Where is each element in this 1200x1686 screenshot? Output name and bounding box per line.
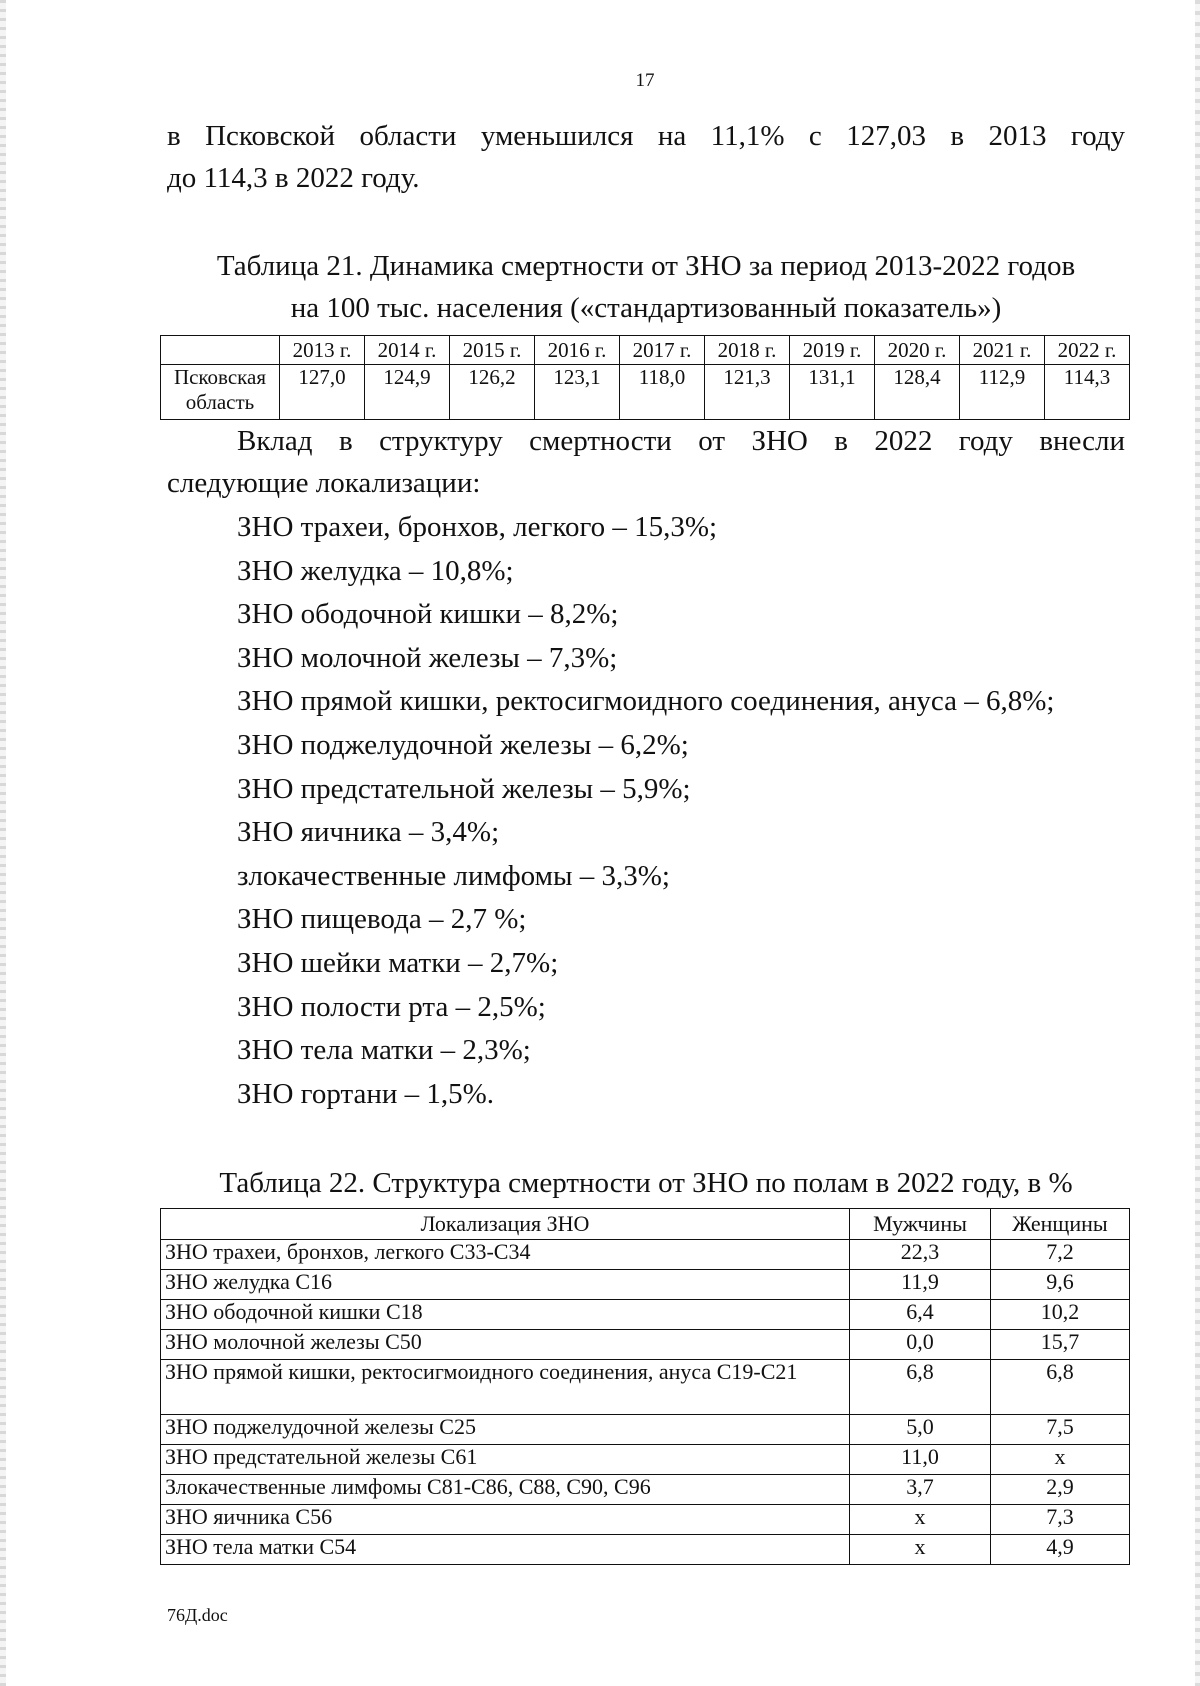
year-header: 2022 г. bbox=[1045, 336, 1130, 365]
list-item: ЗНО полости рта – 2,5%; bbox=[237, 990, 546, 1023]
localization-cell: ЗНО молочной железы С50 bbox=[161, 1330, 850, 1360]
header-localization: Локализация ЗНО bbox=[161, 1209, 850, 1240]
year-header: 2015 г. bbox=[450, 336, 535, 365]
list-item: ЗНО желудка – 10,8%; bbox=[237, 554, 514, 587]
value-cell: 118,0 bbox=[620, 365, 705, 420]
scan-edge-right bbox=[1195, 0, 1200, 1686]
header-men: Мужчины bbox=[850, 1209, 991, 1240]
list-item: ЗНО шейки матки – 2,7%; bbox=[237, 946, 559, 979]
table-row bbox=[161, 1300, 1130, 1330]
year-header: 2019 г. bbox=[790, 336, 875, 365]
table-corner-cell bbox=[161, 336, 280, 365]
localization-cell: ЗНО трахеи, бронхов, легкого С33-С34 bbox=[161, 1240, 850, 1270]
document-filename: 76Д.doc bbox=[167, 1605, 228, 1625]
men-value-cell: 22,3 bbox=[850, 1240, 991, 1270]
men-value-cell: 11,0 bbox=[850, 1445, 991, 1475]
year-header: 2018 г. bbox=[705, 336, 790, 365]
men-value-cell: 6,4 bbox=[850, 1300, 991, 1330]
mortality-dynamics-table bbox=[160, 335, 1130, 420]
men-value-cell: х bbox=[850, 1505, 991, 1535]
list-item: ЗНО ободочной кишки – 8,2%; bbox=[237, 598, 619, 631]
list-item: ЗНО гортани – 1,5%. bbox=[237, 1077, 495, 1110]
list-item: злокачественные лимфомы – 3,3%; bbox=[237, 859, 670, 892]
table21-caption-line-2: на 100 тыс. населения («стандартизованный показатель») bbox=[290, 292, 1002, 324]
table-row bbox=[161, 1505, 1130, 1535]
list-item: ЗНО яичника – 3,4%; bbox=[237, 816, 500, 849]
women-value-cell: 6,8 bbox=[991, 1360, 1130, 1415]
table22-caption: Таблица 22. Структура смертности от ЗНО по полам в 2022 году, в % bbox=[219, 1167, 1073, 1199]
contribution-line-1: Вклад в структуру смертности от ЗНО в 2022 году внесли bbox=[237, 425, 1125, 457]
contribution-line-2: следующие локализации: bbox=[167, 467, 481, 499]
intro-line-2: до 114,3 в 2022 году. bbox=[167, 162, 420, 194]
value-cell: 123,1 bbox=[535, 365, 620, 420]
localization-cell: ЗНО тела матки С54 bbox=[161, 1535, 850, 1565]
year-header: 2014 г. bbox=[365, 336, 450, 365]
value-cell: 121,3 bbox=[705, 365, 790, 420]
value-cell: 126,2 bbox=[450, 365, 535, 420]
women-value-cell: 2,9 bbox=[991, 1475, 1130, 1505]
year-header: 2021 г. bbox=[960, 336, 1045, 365]
localization-cell: ЗНО яичника С56 bbox=[161, 1505, 850, 1535]
value-cell: 128,4 bbox=[875, 365, 960, 420]
year-header: 2017 г. bbox=[620, 336, 705, 365]
table-row bbox=[161, 1445, 1130, 1475]
value-cell: 112,9 bbox=[960, 365, 1045, 420]
men-value-cell: 5,0 bbox=[850, 1415, 991, 1445]
localization-cell: ЗНО прямой кишки, ректосигмоидного соединения, ануса С19-С21 bbox=[161, 1360, 850, 1415]
intro-line-1: в Псковской области уменьшился на 11,1% с 127,03 в 2013 году bbox=[167, 120, 1125, 152]
table-header-row bbox=[161, 1209, 1130, 1240]
page-number: 17 bbox=[635, 70, 655, 91]
table-row bbox=[161, 1270, 1130, 1300]
men-value-cell: 0,0 bbox=[850, 1330, 991, 1360]
table-row bbox=[161, 1475, 1130, 1505]
table-row bbox=[161, 1360, 1130, 1415]
localization-cell: ЗНО желудка С16 bbox=[161, 1270, 850, 1300]
list-item: ЗНО молочной железы – 7,3%; bbox=[237, 641, 618, 674]
localization-list bbox=[237, 506, 1054, 1116]
list-item: ЗНО поджелудочной железы – 6,2%; bbox=[237, 728, 689, 761]
localization-cell: ЗНО поджелудочной железы С25 bbox=[161, 1415, 850, 1445]
localization-cell: Злокачественные лимфомы С81-С86, С88, С90, С96 bbox=[161, 1475, 850, 1505]
men-value-cell: х bbox=[850, 1535, 991, 1565]
list-item: ЗНО пищевода – 2,7 %; bbox=[237, 903, 527, 936]
value-cell: 114,3 bbox=[1045, 365, 1130, 420]
table-row bbox=[161, 1330, 1130, 1360]
table21-caption-line-1: Таблица 21. Динамика смертности от ЗНО за период 2013-2022 годов bbox=[216, 250, 1076, 282]
list-item: ЗНО предстательной железы – 5,9%; bbox=[237, 772, 691, 805]
table-header-row bbox=[161, 336, 1130, 365]
women-value-cell: 15,7 bbox=[991, 1330, 1130, 1360]
table-row bbox=[161, 1415, 1130, 1445]
localization-cell: ЗНО предстательной железы С61 bbox=[161, 1445, 850, 1475]
list-item: ЗНО тела матки – 2,3%; bbox=[237, 1034, 531, 1067]
table-row bbox=[161, 1535, 1130, 1565]
year-header: 2013 г. bbox=[280, 336, 365, 365]
women-value-cell: 7,2 bbox=[991, 1240, 1130, 1270]
women-value-cell: 7,5 bbox=[991, 1415, 1130, 1445]
table-row bbox=[161, 365, 1130, 420]
value-cell: 124,9 bbox=[365, 365, 450, 420]
localization-cell: ЗНО ободочной кишки С18 bbox=[161, 1300, 850, 1330]
list-item: ЗНО трахеи, бронхов, легкого – 15,3%; bbox=[237, 511, 718, 543]
year-header: 2020 г. bbox=[875, 336, 960, 365]
men-value-cell: 6,8 bbox=[850, 1360, 991, 1415]
men-value-cell: 3,7 bbox=[850, 1475, 991, 1505]
year-header: 2016 г. bbox=[535, 336, 620, 365]
women-value-cell: х bbox=[991, 1445, 1130, 1475]
value-cell: 131,1 bbox=[790, 365, 875, 420]
list-item: ЗНО прямой кишки, ректосигмоидного соединения, ануса – 6,8%; bbox=[237, 685, 1055, 718]
women-value-cell: 7,3 bbox=[991, 1505, 1130, 1535]
women-value-cell: 4,9 bbox=[991, 1535, 1130, 1565]
region-label: Псковская область bbox=[161, 365, 280, 420]
men-value-cell: 11,9 bbox=[850, 1270, 991, 1300]
header-women: Женщины bbox=[991, 1209, 1130, 1240]
women-value-cell: 10,2 bbox=[991, 1300, 1130, 1330]
mortality-by-sex-table bbox=[160, 1208, 1130, 1565]
table-row bbox=[161, 1240, 1130, 1270]
value-cell: 127,0 bbox=[280, 365, 365, 420]
women-value-cell: 9,6 bbox=[991, 1270, 1130, 1300]
scan-edge-left bbox=[0, 0, 6, 1686]
